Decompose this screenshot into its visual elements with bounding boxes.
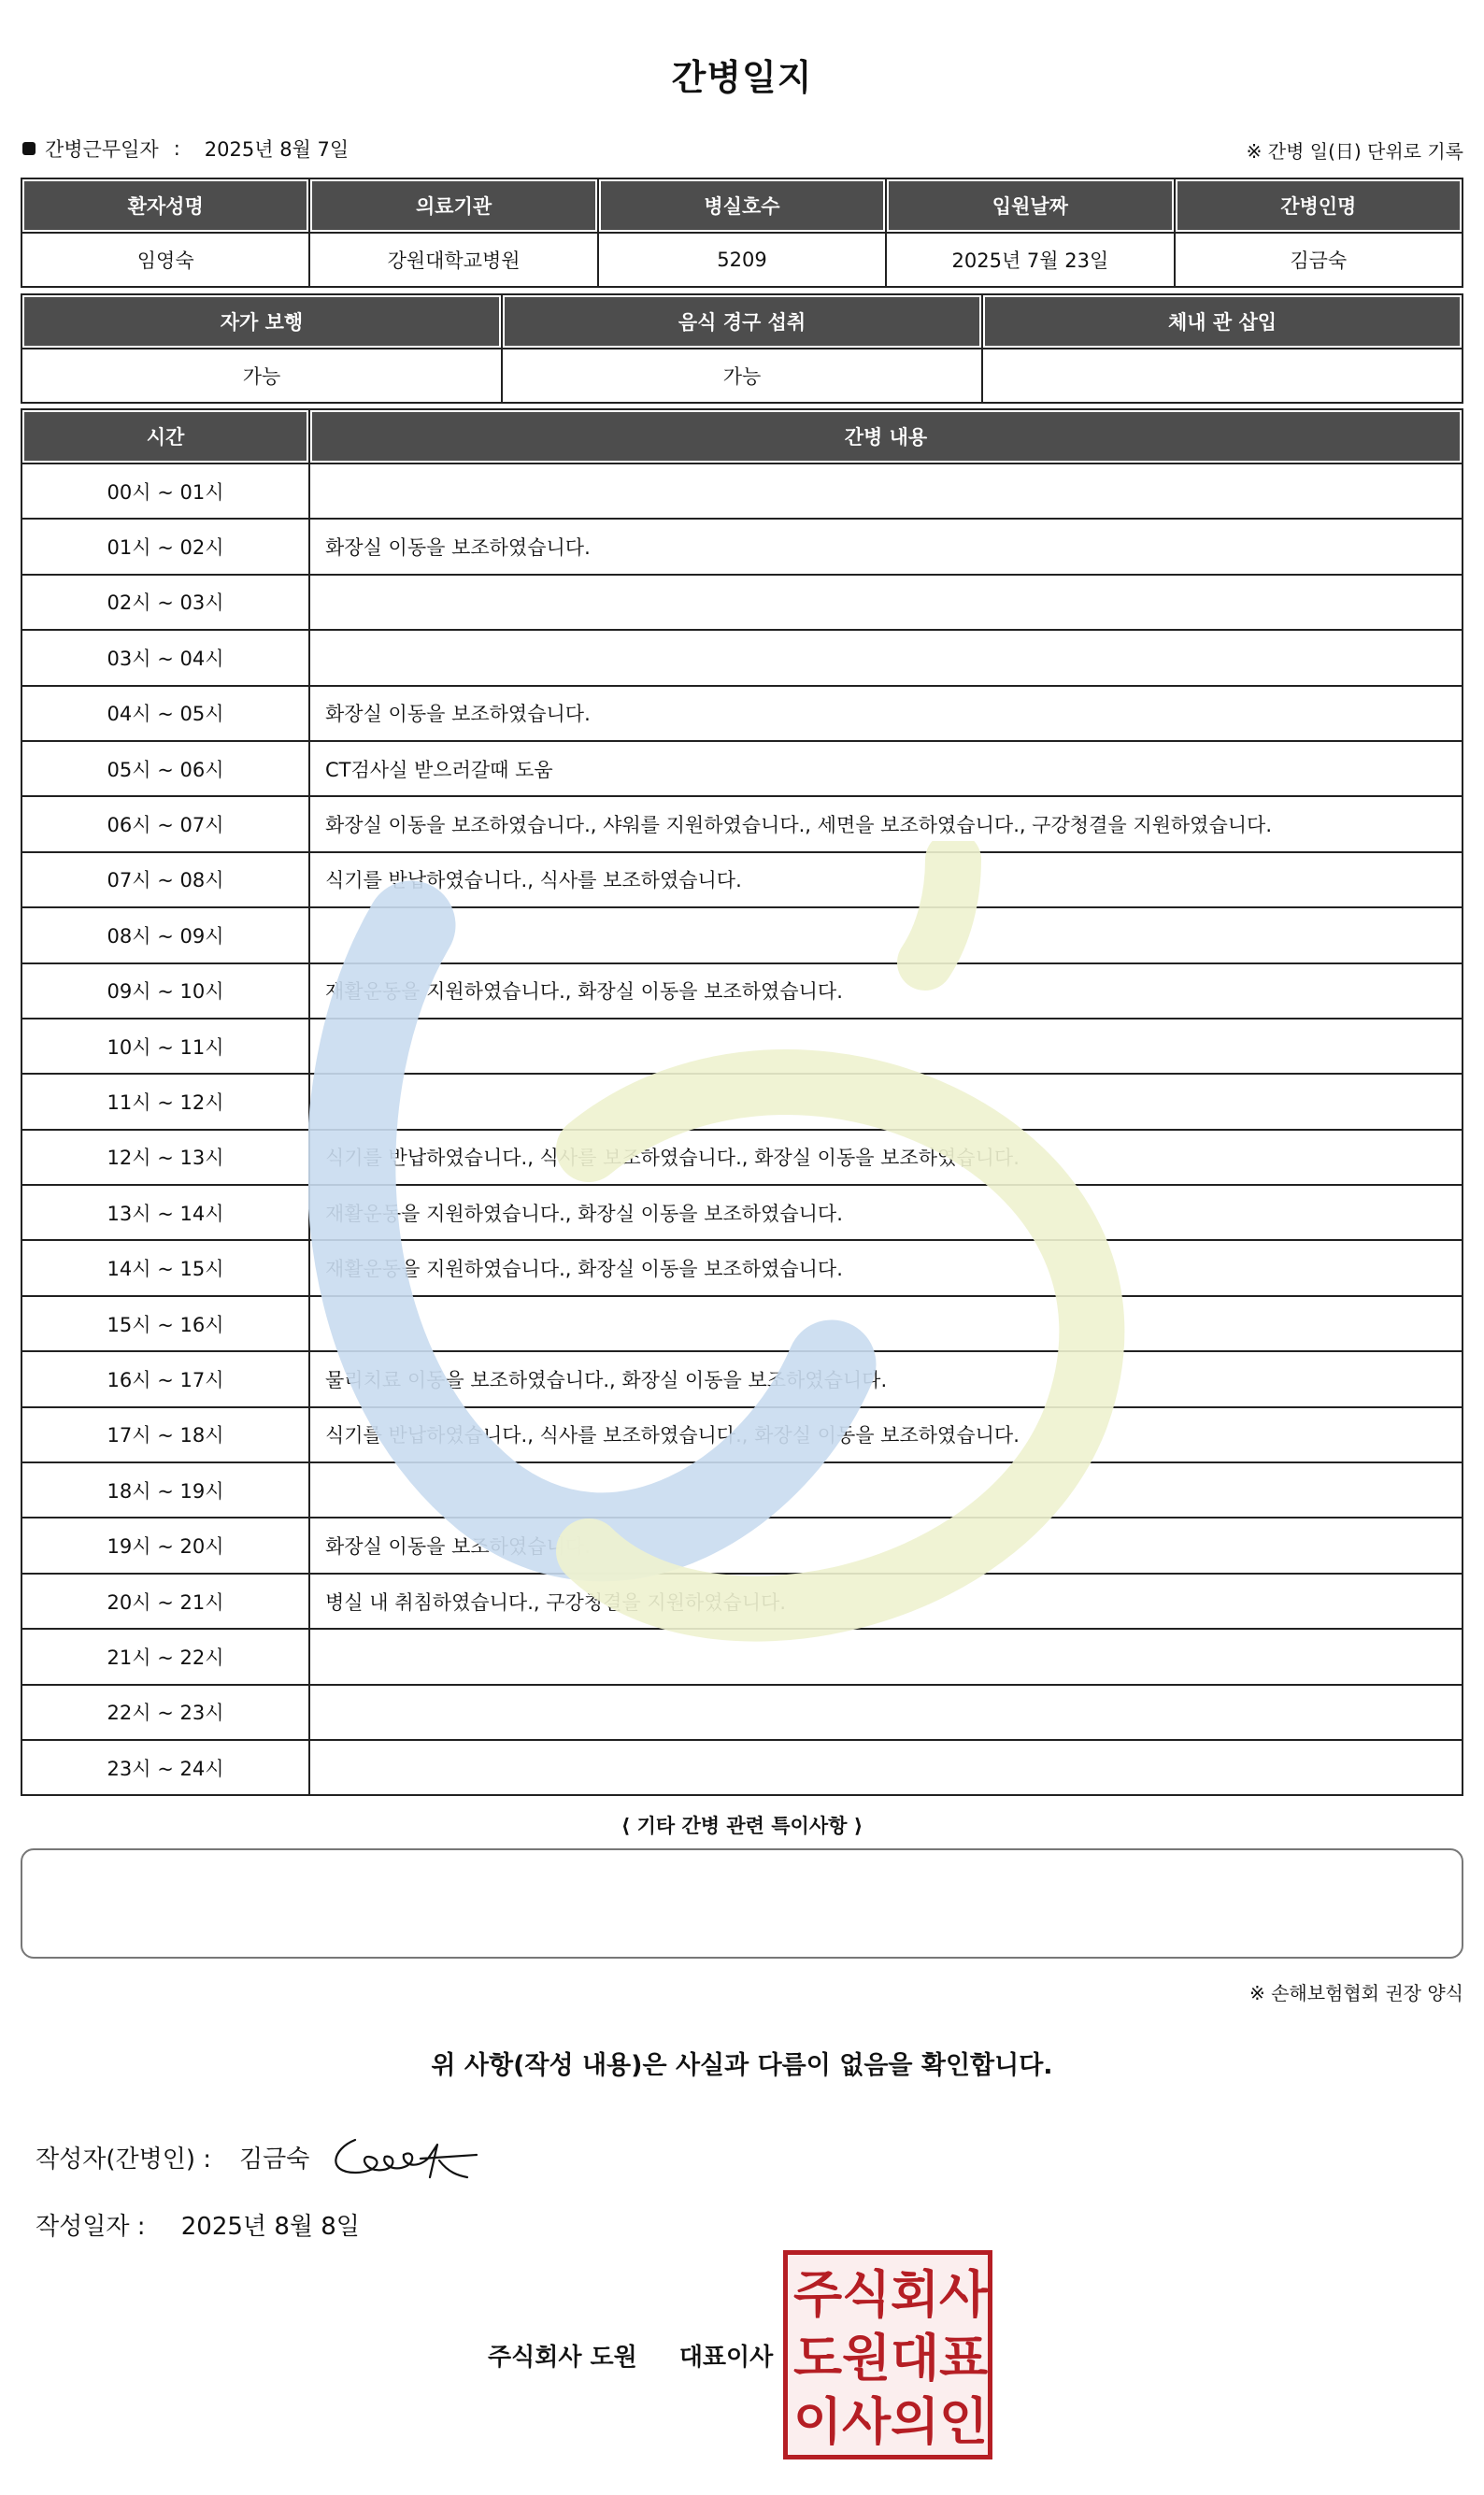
log-row [21,1685,1463,1740]
log-row [21,1240,1463,1295]
log-row [21,575,1463,630]
log-row [21,1074,1463,1129]
log-time: 17시 ~ 18시 [21,1407,309,1462]
log-time: 10시 ~ 11시 [21,1019,309,1074]
written-date-line [36,2207,360,2242]
log-row [21,463,1463,519]
record-note: ※ 간병 일(日) 단위로 기록 [1246,140,1463,163]
log-row [21,519,1463,574]
info-header: 입원날짜 [886,178,1174,233]
info-header: 환자성명 [21,178,309,233]
log-content [309,1629,1463,1684]
log-content: 화장실 이동을 보조하였습니다., 샤워를 지원하였습니다., 세면을 보조하였습니다., 구강청결을 지원하였습니다. [309,796,1463,851]
log-time: 22시 ~ 23시 [21,1685,309,1740]
log-time: 03시 ~ 04시 [21,630,309,685]
status-header-row [21,294,1463,349]
care-log-table [21,408,1463,1796]
seal-char: 대 [891,2328,940,2388]
room-number: 5209 [598,233,886,287]
hospital: 강원대학교병원 [309,233,597,287]
work-date-label: 간병근무일자 [45,138,159,161]
log-row [21,1019,1463,1074]
seal-char: 회 [891,2264,940,2324]
log-content: 식기를 반납하였습니다., 식사를 보조하였습니다. [309,852,1463,907]
log-time: 19시 ~ 20시 [21,1518,309,1573]
log-row [21,1351,1463,1406]
writer-label: 작성자(간병인) : [36,2146,212,2174]
written-date-label: 작성일자 : [36,2213,146,2241]
log-row [21,852,1463,907]
log-content: 병실 내 취침하였습니다., 구강청결을 지원하였습니다. [309,1574,1463,1629]
log-time: 09시 ~ 10시 [21,963,309,1019]
log-time: 18시 ~ 19시 [21,1462,309,1518]
log-row [21,1740,1463,1795]
log-time: 11시 ~ 12시 [21,1074,309,1129]
log-row [21,1518,1463,1573]
log-row [21,907,1463,962]
company-line [488,2338,773,2373]
log-content [309,1296,1463,1351]
work-date [22,135,349,163]
log-time: 07시 ~ 08시 [21,852,309,907]
log-content: 재활운동을 지원하였습니다., 화장실 이동을 보조하였습니다. [309,963,1463,1019]
log-content [309,463,1463,519]
log-time: 05시 ~ 06시 [21,741,309,796]
log-header-row [21,409,1463,463]
log-row [21,1629,1463,1684]
admission-date: 2025년 7월 23일 [886,233,1174,287]
status-header: 자가 보행 [21,294,502,349]
log-time: 14시 ~ 15시 [21,1240,309,1295]
log-content [309,1074,1463,1129]
log-row [21,1462,1463,1518]
patient-name: 임영숙 [21,233,309,287]
log-header-content: 간병 내용 [309,409,1463,463]
log-header-time: 시간 [21,409,309,463]
info-header: 간병인명 [1175,178,1463,233]
log-row [21,1407,1463,1462]
status-header: 체내 관 삽입 [982,294,1463,349]
log-time: 21시 ~ 22시 [21,1629,309,1684]
log-row [21,796,1463,851]
log-content: 화장실 이동을 보조하였습니다. [309,519,1463,574]
writer-name: 김금숙 [239,2146,310,2174]
seal-char: 사 [939,2264,989,2324]
seal-row [793,2389,989,2453]
tube-insertion-value [982,349,1463,403]
form-note: ※ 손해보험협회 권장 양식 [1249,1982,1463,2004]
page-title: 간병일지 [671,57,813,98]
log-time: 01시 ~ 02시 [21,519,309,574]
self-walking-value: 가능 [21,349,502,403]
seal-char: 주 [793,2264,843,2324]
company-seal [783,2250,992,2459]
seal-char: 의 [891,2391,940,2451]
notes-title: ⟨ 기타 간병 관련 특이사항 ⟩ [621,1815,863,1837]
company-name: 주식회사 도원 [488,2344,637,2372]
log-content: 물리치료 이동을 보조하였습니다., 화장실 이동을 보조하였습니다. [309,1351,1463,1406]
log-content: 재활운동을 지원하였습니다., 화장실 이동을 보조하였습니다. [309,1185,1463,1240]
log-time: 23시 ~ 24시 [21,1740,309,1795]
seal-char: 도 [793,2328,843,2388]
writer-line [36,2140,309,2174]
log-content [309,1685,1463,1740]
work-date-separator: : [173,137,180,160]
log-content [309,575,1463,630]
log-content [309,1462,1463,1518]
work-date-value: 2025년 8월 7일 [204,138,350,161]
seal-char: 인 [939,2391,989,2451]
log-row [21,686,1463,741]
log-time: 15시 ~ 16시 [21,1296,309,1351]
log-content: CT검사실 받으러갈때 도움 [309,741,1463,796]
seal-char: 식 [842,2264,892,2324]
log-row [21,630,1463,685]
written-date-value: 2025년 8월 8일 [180,2213,360,2241]
log-row [21,1296,1463,1351]
log-time: 08시 ~ 09시 [21,907,309,962]
status-header: 음식 경구 섭취 [502,294,982,349]
seal-char: 원 [842,2328,892,2388]
confirmation-statement: 위 사항(작성 내용)은 사실과 다름이 없음을 확인합니다. [431,2051,1053,2080]
log-time: 04시 ~ 05시 [21,686,309,741]
caregiver-name: 김금숙 [1175,233,1463,287]
log-content [309,907,1463,962]
status-value-row [21,349,1463,403]
bullet-icon [22,142,36,155]
log-row [21,963,1463,1019]
log-time: 13시 ~ 14시 [21,1185,309,1240]
log-time: 16시 ~ 17시 [21,1351,309,1406]
log-time: 06시 ~ 07시 [21,796,309,851]
info-header-row [21,178,1463,233]
log-time: 20시 ~ 21시 [21,1574,309,1629]
log-content: 식기를 반납하였습니다., 식사를 보조하였습니다., 화장실 이동을 보조하였습니다. [309,1130,1463,1185]
log-content: 재활운동을 지원하였습니다., 화장실 이동을 보조하였습니다. [309,1240,1463,1295]
log-content: 화장실 이동을 보조하였습니다. [309,686,1463,741]
company-title: 대표이사 [678,2344,774,2372]
log-row [21,1130,1463,1185]
seal-row [793,2262,989,2326]
signature-image [327,2121,486,2188]
log-time: 02시 ~ 03시 [21,575,309,630]
seal-char: 표 [939,2328,989,2388]
log-content [309,1740,1463,1795]
log-content: 식기를 반납하였습니다., 식사를 보조하였습니다., 화장실 이동을 보조하였습니다. [309,1407,1463,1462]
seal-row [793,2326,989,2389]
log-time: 00시 ~ 01시 [21,463,309,519]
log-time: 12시 ~ 13시 [21,1130,309,1185]
patient-status-table [21,293,1463,404]
log-row [21,741,1463,796]
log-row [21,1574,1463,1629]
info-header: 의료기관 [309,178,597,233]
oral-intake-value: 가능 [502,349,982,403]
log-row [21,1185,1463,1240]
seal-char: 사 [842,2391,892,2451]
log-content [309,630,1463,685]
seal-char: 이 [793,2391,843,2451]
info-header: 병실호수 [598,178,886,233]
log-content [309,1019,1463,1074]
info-value-row [21,233,1463,287]
patient-info-table [21,178,1463,288]
log-content: 화장실 이동을 보조하였습니다. [309,1518,1463,1573]
notes-box [21,1848,1463,1959]
